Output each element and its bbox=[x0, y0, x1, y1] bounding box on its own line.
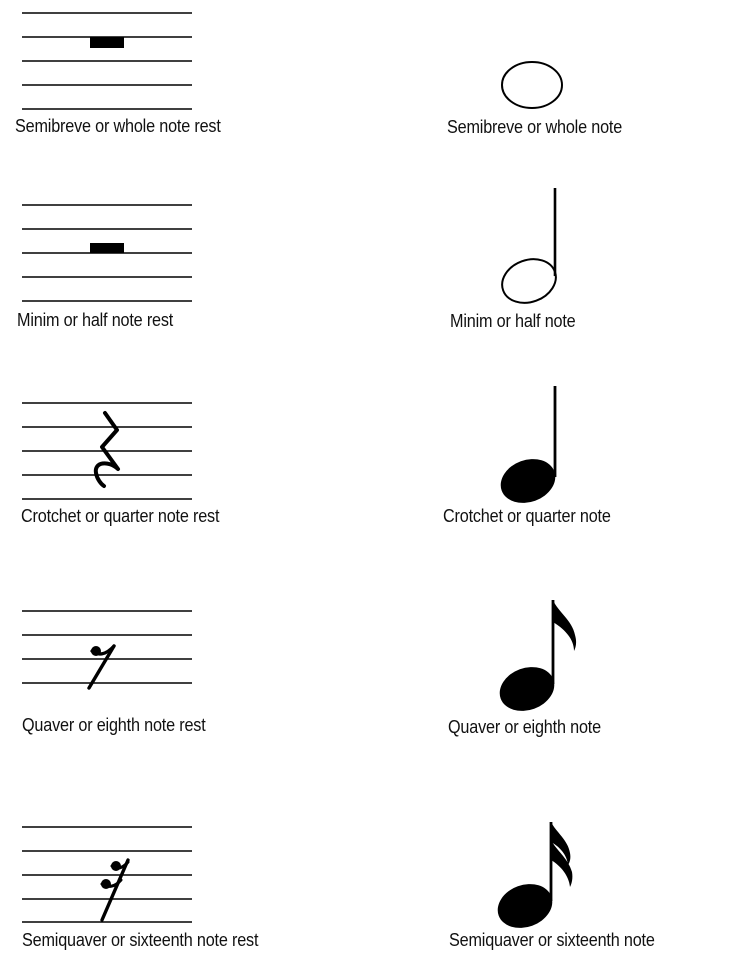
semiquaver-rest-label: Semiquaver or sixteenth note rest bbox=[22, 930, 259, 950]
quaver-note-label: Quaver or eighth note bbox=[448, 717, 601, 737]
staff-semibreve-rest bbox=[22, 13, 192, 109]
semiquaver-note-label: Semiquaver or sixteenth note bbox=[449, 930, 655, 950]
crotchet-note-icon bbox=[495, 386, 562, 510]
semibreve-note-icon bbox=[502, 62, 562, 108]
quaver-rest-icon bbox=[89, 646, 114, 688]
crotchet-note-label: Crotchet or quarter note bbox=[443, 506, 611, 526]
semiquaver-rest-icon bbox=[101, 860, 128, 920]
minim-note-icon bbox=[496, 188, 562, 310]
quaver-rest-label: Quaver or eighth note rest bbox=[22, 715, 206, 735]
minim-rest-icon bbox=[90, 243, 124, 253]
minim-note-label: Minim or half note bbox=[450, 311, 576, 331]
semibreve-rest-icon bbox=[90, 37, 124, 48]
minim-rest-label: Minim or half note rest bbox=[17, 310, 174, 330]
staff-quaver-rest bbox=[22, 611, 192, 683]
crotchet-rest-label: Crotchet or quarter note rest bbox=[21, 506, 220, 526]
semibreve-rest-label: Semibreve or whole note rest bbox=[15, 116, 221, 136]
semiquaver-note-icon bbox=[492, 822, 573, 935]
semibreve-note-label: Semibreve or whole note bbox=[447, 117, 623, 137]
quaver-note-icon bbox=[494, 600, 577, 718]
